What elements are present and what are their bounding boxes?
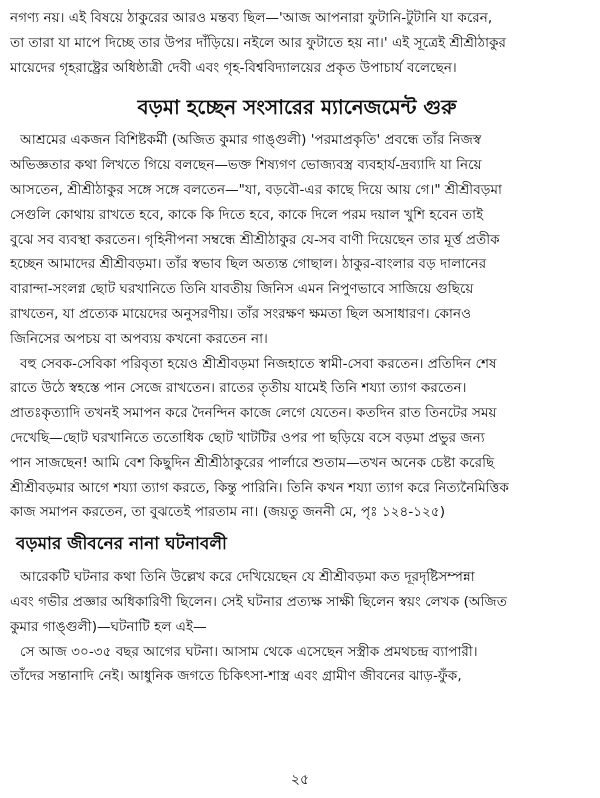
- text-line: বুঝে সব ব্যবস্থা করতেন। গৃহিনীপনা সম্বন্ধে শ্রীশ্রীঠাকুর যে-সব বাণী দিয়েছেন তার মূর্ত্ত প্রতীক: [10, 231, 500, 248]
- text-line: পান সাজছেন! আমি বেশ কিছুদিন শ্রীশ্রীঠাকুরের পার্লারে শুতাম—তখন অনেক চেষ্টা করেছি: [10, 454, 495, 471]
- section2-paragraph-1: [10, 565, 584, 639]
- page-number: ২৫: [290, 772, 310, 788]
- text-line: সেগুলি কোথায় রাখতে হবে, কাকে কি দিতে হবে, কাকে দিলে পরম দয়াল খুশি হবেন তাই: [10, 206, 484, 223]
- text-line: তাঁদের সন্তানাদি নেই। আধুনিক জগতে চিকিৎসা-শাস্ত্র এবং গ্রামীণ জীবনের ঝাড়-ফুঁক,: [10, 668, 462, 685]
- section-heading-life-events: বড়মার জীবনের নানা ঘটনাবলী: [16, 534, 227, 555]
- text-line: মায়েদের গৃহরাষ্ট্রের অধিষ্ঠাত্রী দেবী এবং গৃহ-বিশ্ববিদ্যালয়ের প্রকৃত উপাচার্য বলেছেন।: [10, 59, 457, 76]
- text-line: অভিজ্ঞতার কথা লিখতে গিয়ে বলছেন—ভক্ত শিষ্যগণ ভোজ্যবস্ত্র ব্যবহার্য-দ্রব্যাদি যা নিয়ে: [10, 157, 482, 174]
- intro-paragraph: [10, 6, 584, 80]
- section1-paragraph-2: [10, 352, 584, 526]
- text-line: কুমার গাঙ্গুলী)—ঘটনাটি হল এই—: [10, 618, 207, 635]
- text-line: আসতেন, শ্রীশ্রীঠাকুর সঙ্গে সঙ্গে বলতেন—"যা, বড়বৌ-এর কাছে দিয়ে আয় গে।" শ্রীশ্রীবড়মা: [10, 181, 502, 198]
- text-line: কাজ সমাপন করতেন, তা বুঝতেই পারতাম না। (জয়তু জননী মে, পৃঃ ১২৪-১২৫): [10, 504, 446, 521]
- text-line: রাখতেন, যা প্রত্যেক মায়েদের অনুসরণীয়। তাঁর সংরক্ষণ ক্ষমতা ছিল অসাধারণ। কোনও: [10, 305, 472, 322]
- section1-paragraph-1: [10, 128, 584, 351]
- text-line: শ্রীশ্রীবড়মার আগে শয্যা ত্যাগ করতে, কিন্তু পারিনি। তিনি কখন শয্যা ত্যাগ করে নিত্যনৈমিত্তিক: [10, 479, 509, 496]
- section2-paragraph-2: [10, 640, 584, 690]
- text-line: দেখেছি—ছোট ঘরখানিতে ততোধিক ছোট খাটটির ওপর পা ছড়িয়ে বসে বড়মা প্রভুর জন্য: [10, 429, 485, 446]
- text-line: প্রাতঃকৃত্যাদি তখনই সমাপন করে দৈনন্দিন কাজে লেগে যেতেন। কতদিন রাত তিনটের সময়: [10, 405, 497, 422]
- text-line: বহু সেবক-সেবিকা পরিবৃতা হয়েও শ্রীশ্রীবড়মা নিজহাতে স্বামী-সেবা করতেন। প্রতিদিন শেষ: [20, 355, 497, 372]
- text-line: জিনিসের অপচয় বা অপব্যয় কখনো করতেন না।: [10, 330, 268, 347]
- text-line: নগণ্য নয়। এই বিষয়ে ঠাকুরের আরও মন্তব্য ছিল—'আজ আপনারা ফুটানি-টুটানি যা করেন,: [10, 10, 493, 26]
- text-line: সে আজ ৩০-৩৫ বছর আগের ঘটনা। আসাম থেকে এসেছেন সস্ত্রীক প্রমথচন্দ্র ব্যাপারী।: [20, 643, 478, 660]
- text-line: রাতে উঠে স্বহস্তে পান সেজে রাখতেন। রাতের তৃতীয় যামেই তিনি শয্যা ত্যাগ করতেন।: [10, 380, 467, 397]
- text-line: তা তারা যা মাপে দিচ্ছে তার উপর দাঁড়িয়ে। নইলে আর ফুটাতে হয় না।' এই সূত্রেই শ্রীশ্রীঠাকুর: [10, 34, 507, 51]
- text-line: এবং গভীর প্রজ্ঞার অধিকারিণী ছিলেন। সেই ঘটনার প্রত্যক্ষ সাক্ষী ছিলেন স্বয়ং লেখক (অজিত: [10, 593, 507, 610]
- text-line: আশ্রমের একজন বিশিষ্টকর্মী (অজিত কুমার গাঙ্গুলী) 'পরমাপ্রকৃতি' প্রবন্ধে তাঁর নিজস্ব: [20, 132, 482, 149]
- text-line: আরেকটি ঘটনার কথা তিনি উল্লেখ করে দেখিয়েছেন যে শ্রীশ্রীবড়মা কত দূরদৃষ্টিসম্পন্না: [20, 569, 475, 586]
- text-line: বারান্দা-সংলগ্ন ছোট ঘরখানিতে তিনি যাবতীয় জিনিস এমন নিপুণভাবে সাজিয়ে গুছিয়ে: [10, 281, 474, 298]
- section-heading-management-guru: বড়মা হচ্ছেন সংসারের ম্যানেজমেন্ট গুরু: [137, 95, 457, 120]
- text-line: হচ্ছেন আমাদের শ্রীশ্রীবড়মা। তাঁর স্বভাব ছিল অত্যন্ত গোছাল। ঠাকুর-বাংলার বড় দালানের: [10, 256, 487, 273]
